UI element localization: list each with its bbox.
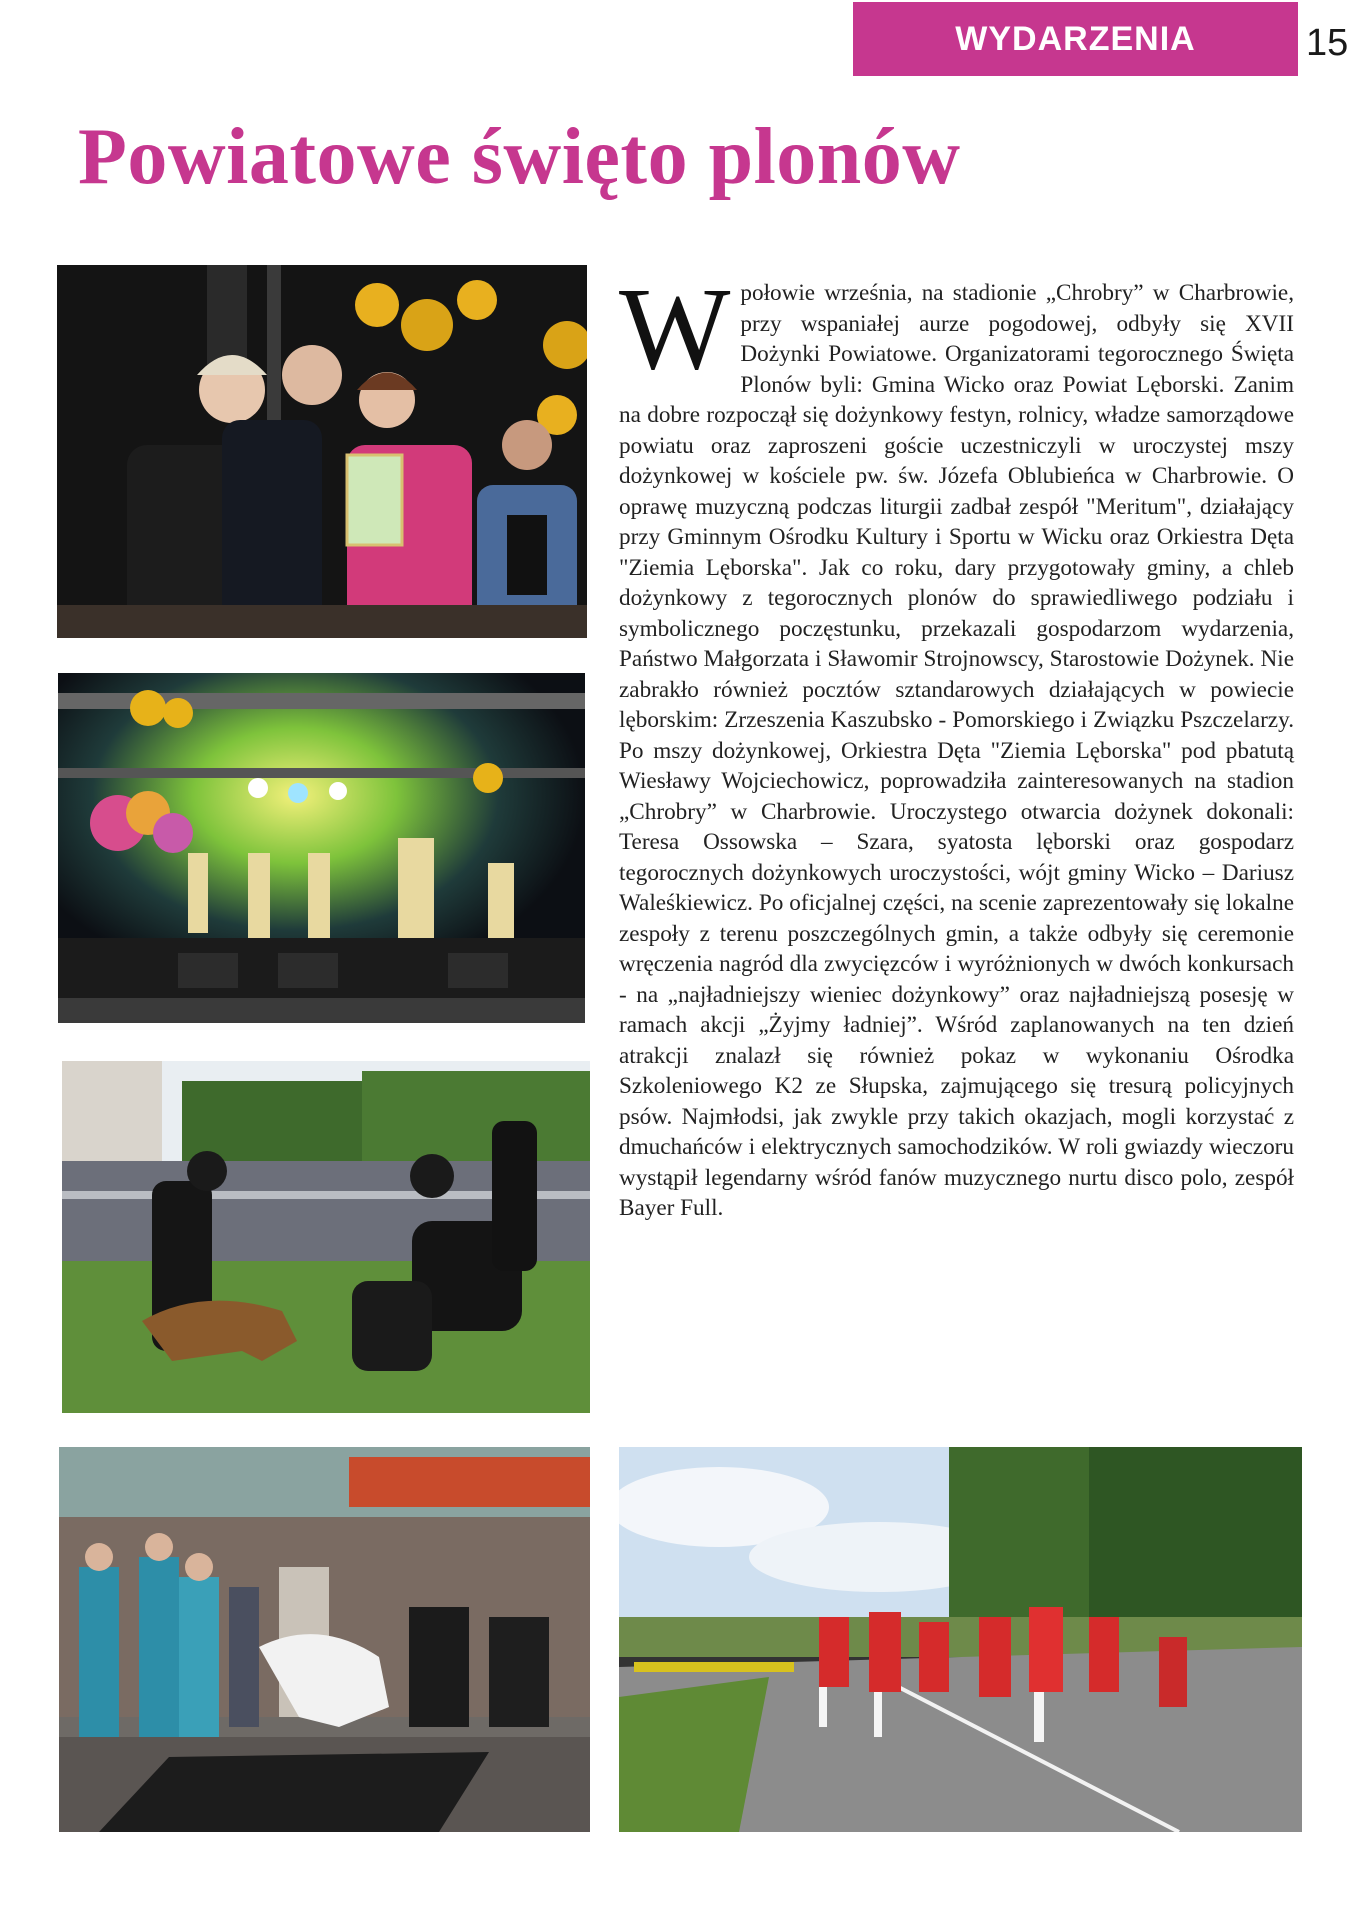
page-number: 15: [1306, 22, 1349, 64]
photo-dance-performance: [59, 1447, 590, 1832]
photo-stage-concert: [58, 673, 585, 1023]
section-label: WYDARZENIA: [955, 19, 1196, 58]
photo-award-ceremony: [57, 265, 587, 638]
photo-majorettes-parade: [619, 1447, 1302, 1832]
section-tab: [853, 2, 1298, 76]
photo-police-dog-show: [62, 1061, 590, 1413]
article-title: Powiatowe święto plonów: [78, 113, 961, 201]
article-text: połowie września, na stadionie „Chrobry” w Charbrowie, przy wspaniałej aurze pogodowej, odbyły się XVII Dożynki Powiatowe. Organizatorami tegorocznego Święta Plonów byli: Gmina Wicko oraz Powiat Lęborski. Zanim na dobre rozpoczął się dożynkowy festyn, rolnicy, władze samorządowe powiatu oraz zaproszeni goście uczestniczyli w uroczystej mszy dożynkowej w kościele pw. św. Józefa Oblubieńca w Charbrowie. O oprawę muzyczną podczas liturgii zadbał zespół "Meritum", działający przy Gminnym Ośrodku Kultury i Sportu w Wicku oraz Orkiestra Dęta "Ziemia Lęborska". Jak co roku, dary przygotowały gminy, a chleb dożynkowy z tegorocznych plonów do sprawiedliwego podziału i symbolicznego poczęstunku, przekazali gospodarzom wydarzenia, Państwo Małgorzata i Sławomir Strojnowscy, Starostowie Dożynek. Nie zabrakło również pocztów sztandarowych działających w powiecie lęborskim: Zrzeszenia Kaszubsko - Pomorskiego i Związku Pszczelarzy. Po mszy dożynkowej, Orkiestra Dęta "Ziemia Lęborska" pod pbatutą Wiesławy Wojciechowicz, poprowadziła zainteresowanych na stadion „Chrobry” w Charbrowie. Uroczystego otwarcia dożynek dokonali: Teresa Ossowska – Szara, syatosta lęborski oraz gospodarz tegorocznych dożynkowych uroczystości, wójt gminy Wicko – Dariusz Waleśkiewicz. Po oficjalnej części, na scenie zaprezentowały się lokalne zespoły z terenu poszczególnych gmin, a także odbyły się ceremonie wręczenia nagród dla zwycięzców i wyróżnionych w dwóch konkursach - na „najładniejszy wieniec dożynkowy” oraz najładniejszą posesję w ramach akcji „Żyjmy ładniej”. Wśród zaplanowanych na ten dzień atrakcji znalazł się również pokaz w wykonaniu Ośrodka Szkoleniowego K2 ze Słupska, zajmującego się tresurą policyjnych psów. Najmłodsi, jak zwykle przy takich okazjach, mogli korzystać z dmuchańców i elektrycznych samochodzików. W roli gwiazdy wieczoru wystąpił legendarny wśród fanów muzycznego nurtu disco polo, zespół Bayer Full.: [619, 280, 1294, 1221]
article-body: [619, 263, 1294, 1224]
drop-cap: W: [619, 263, 731, 394]
